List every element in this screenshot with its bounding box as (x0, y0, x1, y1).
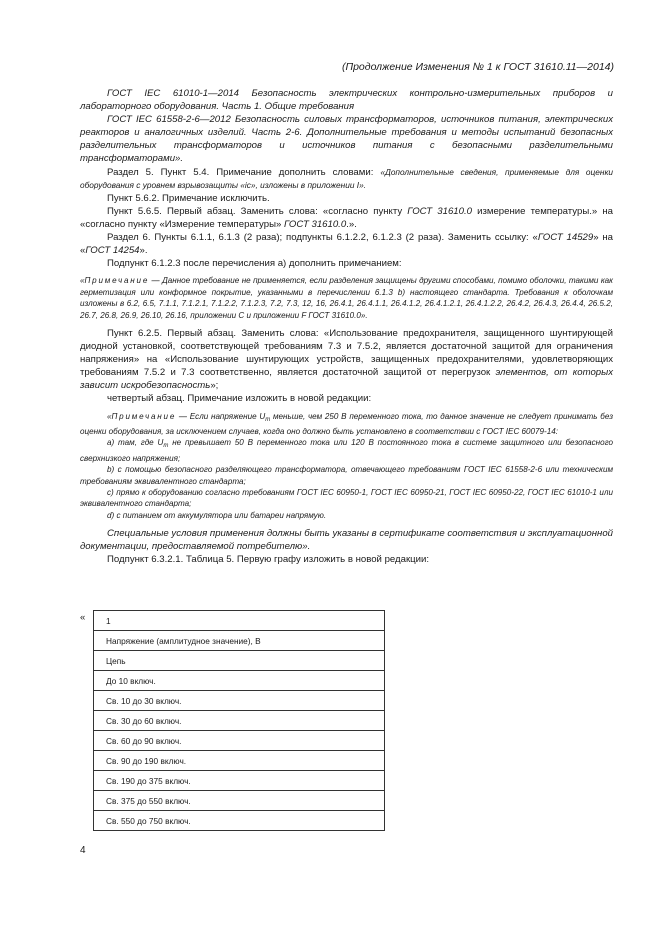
section-5-4 (80, 166, 613, 192)
s565-d: ГОСТ 31610.0 (283, 218, 347, 230)
note1-label: Примечание (84, 276, 150, 286)
table-cell: До 10 включ. (94, 671, 385, 691)
note1-open: « (80, 276, 85, 286)
table-row (94, 771, 385, 791)
table-row (94, 611, 385, 631)
table-row (94, 691, 385, 711)
subsection-6-3-2-1: Подпункт 6.3.2.1. Таблица 5. Первую графу изложить в новой редакции: (107, 554, 430, 566)
s6-d: ГОСТ 14254 (85, 245, 140, 257)
subsection-6-1-2-3: Подпункт 6.1.2.3 после перечисления а) дополнить примечанием: (107, 258, 402, 270)
table-row (94, 711, 385, 731)
note2-a2: не превышает 50 В переменного тока или 120 В постоянного тока в системе защитного или безопасного сверхнизкого напряжения; (80, 438, 613, 463)
table-cell: Цепь (94, 651, 385, 671)
special-conditions: Специальные условия применения должны быть указаны в сертификате соответствия и эксплуатационной документации, предоставляемой потребителю». (80, 528, 613, 553)
note1-text: — Данное требование не применяется, если разделения защищены другими способами, помимо оболочки, такими как герметизация или конформное покрытие, указанными в перечислении 6.1.3 b) настоящего стандарта. Требования к оболочкам изложены в 6.2, 6.5, 7.1.1, 7.1.2.1, 7.1.2.2, 7.1.2.3, 7.2, 7.3, 12, 16, 26.4.1, 26.4.1.1, 26.4.1.2, 26.4.1.2.1, 26.4.1.2.2, 26.4.2, 26.4.3, 26.4.4, 26.5.2, 26.7, 26.8, 26.9, 26.10, 26.16, приложении С и приложении F ГОСТ 31610.0». (80, 276, 613, 320)
table-row (94, 671, 385, 691)
table-cell: Св. 190 до 375 включ. (94, 771, 385, 791)
table-row (94, 791, 385, 811)
note2-item-d: d) с питанием от аккумулятора или батареи напрямую. (107, 510, 327, 520)
page-number: 4 (80, 845, 86, 856)
s565-c: измерение температуры.» на «согласно пункту «Измерение температуры» (80, 205, 613, 230)
table-cell: Напряжение (амплитудное значение), В (94, 631, 385, 651)
s565-b: ГОСТ 31610.0 (407, 205, 472, 217)
table-row (94, 811, 385, 831)
s625-a: Пункт 6.2.5. Первый абзац. Заменить слова: «Использование предохранителя, защищенного шунтирующей диодной установкой, соответствующей требованиям 7.3 и 7.5.2, является достаточной защитой для ограничения напряжения» на «Использование шунтирующих устройств, защищенных предохранителями, удовлетворяющих требованиям 7.5.2 и 7.3 соответственно, является достаточной защитой от перегрузок (80, 327, 613, 379)
table-cell: Св. 375 до 550 включ. (94, 791, 385, 811)
section-5-4-addition: «Дополнительные сведения, применяемые для оценки оборудования с уровнем взрывозащиты «ic», изложены в приложении I». (80, 166, 613, 190)
s565-a: Пункт 5.6.5. Первый абзац. Заменить слова: «согласно пункту (107, 205, 408, 217)
note2-open: « (107, 411, 112, 421)
note2-label: Примечание (111, 411, 177, 421)
reference-61010: ГОСТ IEC 61010-1—2014 Безопасность электрических контрольно-измерительных приборов и лабораторного оборудования. Часть 1. Общие требования (80, 88, 613, 113)
section-5-6-5 (80, 205, 613, 231)
section-6-2-5 (80, 327, 613, 392)
table-cell: Св. 90 до 190 включ. (94, 751, 385, 771)
s625-c: »; (210, 380, 219, 392)
note2-item-a (80, 437, 613, 464)
table-row (94, 751, 385, 771)
note2-item-b: b) с помощью безопасного разделяющего трансформатора, отвечающего требованиям ГОСТ IEC 61558-2-6 или техническим требованиям эквивалентного стандарта; (80, 465, 613, 486)
table-cell: Св. 30 до 60 включ. (94, 711, 385, 731)
table-cell: Св. 550 до 750 включ. (94, 811, 385, 831)
note-6-1-2-3 (80, 275, 613, 321)
note2-a1: a) там, где U (107, 438, 164, 448)
table-cell: Св. 10 до 30 включ. (94, 691, 385, 711)
s625-b: элементов, от которых зависит искробезопасность (80, 367, 613, 392)
document-body (80, 87, 613, 566)
note2-item-c: c) прямо к оборудованию согласно требованиям ГОСТ IEC 60950-1, ГОСТ IEC 60950-21, ГОСТ IEC 60950-22, ГОСТ IEC 61010-1 или эквивалентного стандарта; (80, 487, 613, 509)
table-row (94, 651, 385, 671)
table-body (94, 611, 385, 831)
table-row (94, 631, 385, 651)
s6-a: Раздел 6. Пункты 6.1.1, 6.1.3 (2 раза); подпункты 6.1.2.2, 6.1.2.3 (2 раза). Заменить ссылку: « (107, 232, 538, 244)
s6-b: ГОСТ 14529 (537, 232, 594, 244)
section-6 (80, 231, 613, 257)
reference-61558: ГОСТ IEC 61558-2-6—2012 Безопасность силовых трансформаторов, источников питания, электрических реакторов и аналогичных изделий. Часть 2-6. Дополнительные требования и методы испытаний безопасных разделительных трансформаторов и источников питания с безопасными разделительными трансформаторами». (80, 114, 613, 165)
note2-main (80, 411, 613, 438)
note2-sub1: m (265, 416, 271, 423)
note2-asub: m (163, 443, 169, 450)
table-open-quote: « (80, 612, 86, 623)
table-row (94, 731, 385, 751)
section-5-4-lead: Раздел 5. Пункт 5.4. Примечание дополнить словами: (107, 166, 381, 178)
s565-e: .». (346, 218, 357, 230)
note-6-2-5 (80, 411, 613, 522)
s6-e: ». (139, 245, 148, 257)
section-5-6-2: Пункт 5.6.2. Примечание исключить. (107, 192, 270, 204)
s6-c: » на « (80, 232, 613, 257)
note2-t2: меньше, чем 250 В переменного тока, то данное значение не следует принимать без оценки оборудования, за исключением случаев, когда оно должно быть установлено в соответствии с ГОСТ IEC 60079-14: (80, 411, 613, 436)
fourth-paragraph: четвертый абзац. Примечание изложить в новой редакции: (107, 393, 372, 405)
table-cell: Св. 60 до 90 включ. (94, 731, 385, 751)
note2-t1: — Если напряжение U (176, 411, 266, 421)
table-5-first-column (93, 610, 385, 831)
table-cell: 1 (94, 611, 385, 631)
page-header: (Продолжение Изменения № 1 к ГОСТ 31610.11—2014) (341, 61, 614, 73)
